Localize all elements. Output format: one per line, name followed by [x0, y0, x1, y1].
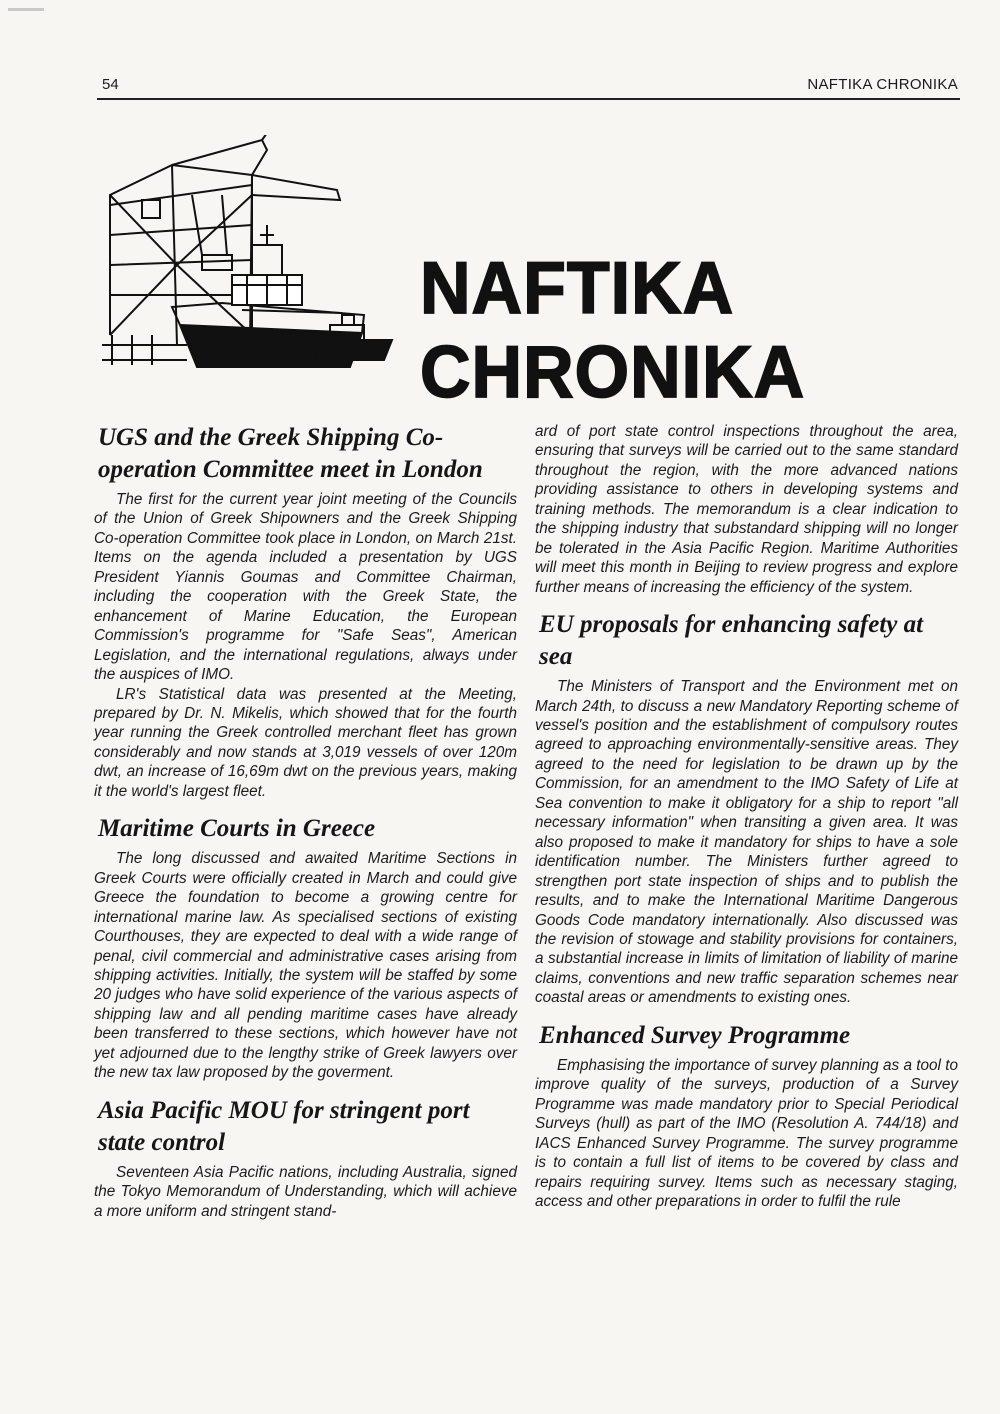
article-paragraph: The long discussed and awaited Maritime Sections in Greek Courts were officially created in March and could give Greece the foundation to become a growing centre for international marine law. As specialised sections of existing Courthouses, they are expected to deal with a wide range of penal, civil commercial and administrative cases arising from shipping activities. Initially, the system will be staffed by some 20 judges who have solid experience of the various aspects of shipping law and all pending maritime cases have already been transferred to these sections, which however have not yet adjourned due to the lengthy strike of Greek lawyers over the new tax law proposed by the goverment.	[94, 850, 517, 1082]
article-paragraph: The first for the current year joint meeting of the Councils of the Union of Greek Shipowners and the Greek Shipping Co-operation Committee took place in London, on March 21st. Items on the agenda included a presentation by UGS President Yiannis Goumas and Committee Chairman, including the cooperation with the Greek State, the enhancement of Marine Education, the European Commission's programme for "Safe Seas", American Legislation, and the international regulations, always under the auspices of IMO.	[94, 491, 517, 684]
article-asia-pacific-mou-continued	[535, 422, 958, 597]
article-heading: EU proposals for enhancing safety at sea	[539, 611, 924, 671]
article-paragraph: The Ministers of Transport and the Environment met on March 24th, to discuss a new Mandatory Reporting scheme of vessel's position and the establishment of compulsory routes agreed to approaching environmentally-sensitive areas. They agreed to the need for legislation to be drawn up by the Commission, for an amendment to the IMO Safety of Life at Sea convention to make it obligatory for a ship to report "all necessary information" when transiting a given area. It was also proposed to make it mandatory for ships to have a sole identification number. The Ministers further agreed to strengthen port state inspection of ships and to publish the results, and to make the International Maritime Dangerous Goods Code mandatory internationally. Also discussed was the revision of stowage and stability provisions for containers, a substantial increase in limits of limitation of liability of marine claims, conventions and new traffic separation schemes near coastal areas or amendments to existing ones.	[535, 678, 958, 1007]
article-paragraph: Seventeen Asia Pacific nations, including Australia, signed the Tokyo Memorandum of Understanding, which will achieve a more uniform and stringent stand-	[94, 1163, 517, 1220]
scan-corner-mark	[8, 8, 44, 11]
article-ugs	[94, 422, 517, 801]
article-maritime-courts	[94, 813, 517, 1082]
article-heading: UGS and the Greek Shipping Co-operation Committee meet in London	[98, 424, 483, 483]
running-head: NAFTIKA CHRONIKA	[807, 76, 958, 93]
left-column	[94, 422, 517, 1233]
article-heading: Maritime Courts in Greece	[98, 815, 376, 843]
masthead-title: NAFTIKA CHRONIKA	[420, 247, 806, 413]
article-enhanced-survey	[535, 1020, 958, 1212]
article-eu-proposals	[535, 609, 958, 1008]
article-paragraph: Emphasising the importance of survey planning as a tool to improve quality of the surveys, production of a Survey Programme was made mandatory prior to Special Periodical Surveys (hull) as part of the IMO (Resolution A. 744/18) and IACS Enhanced Survey Programme. The survey programme is to contain a full list of items to be covered by class and repairs requiring survey. Items such as necessary staging, access and other preparations in order to fulfil the rule	[535, 1056, 958, 1210]
page-number: 54	[102, 76, 119, 93]
header-rule	[97, 98, 960, 100]
right-column	[535, 422, 958, 1223]
article-asia-pacific-mou	[94, 1095, 517, 1221]
article-paragraph: LR's Statistical data was presented at the Meeting, prepared by Dr. N. Mikelis, which showed that for the fourth year running the Greek controlled merchant fleet has grown considerably and now stands at 3,019 vessels of over 120m dwt, an increase of 16,69m dwt on the previous years, making it the world's largest fleet.	[94, 685, 517, 800]
port-crane-ship-illustration	[102, 135, 394, 375]
article-heading: Enhanced Survey Programme	[539, 1021, 851, 1049]
article-heading: Asia Pacific MOU for stringent port state control	[98, 1096, 470, 1156]
article-paragraph: ard of port state control inspections throughout the area, ensuring that surveys will be carried out to the same standard throughout the region, with the more advanced nations providing assistance to others in developing systems and training methods. The memorandum is a clear indication to the shipping industry that substandard shipping will no longer be tolerated in the Asia Pacific Region. Maritime Authorities will meet this month in Beijing to review progress and explore further means of increasing the efficiency of the system.	[535, 423, 958, 596]
